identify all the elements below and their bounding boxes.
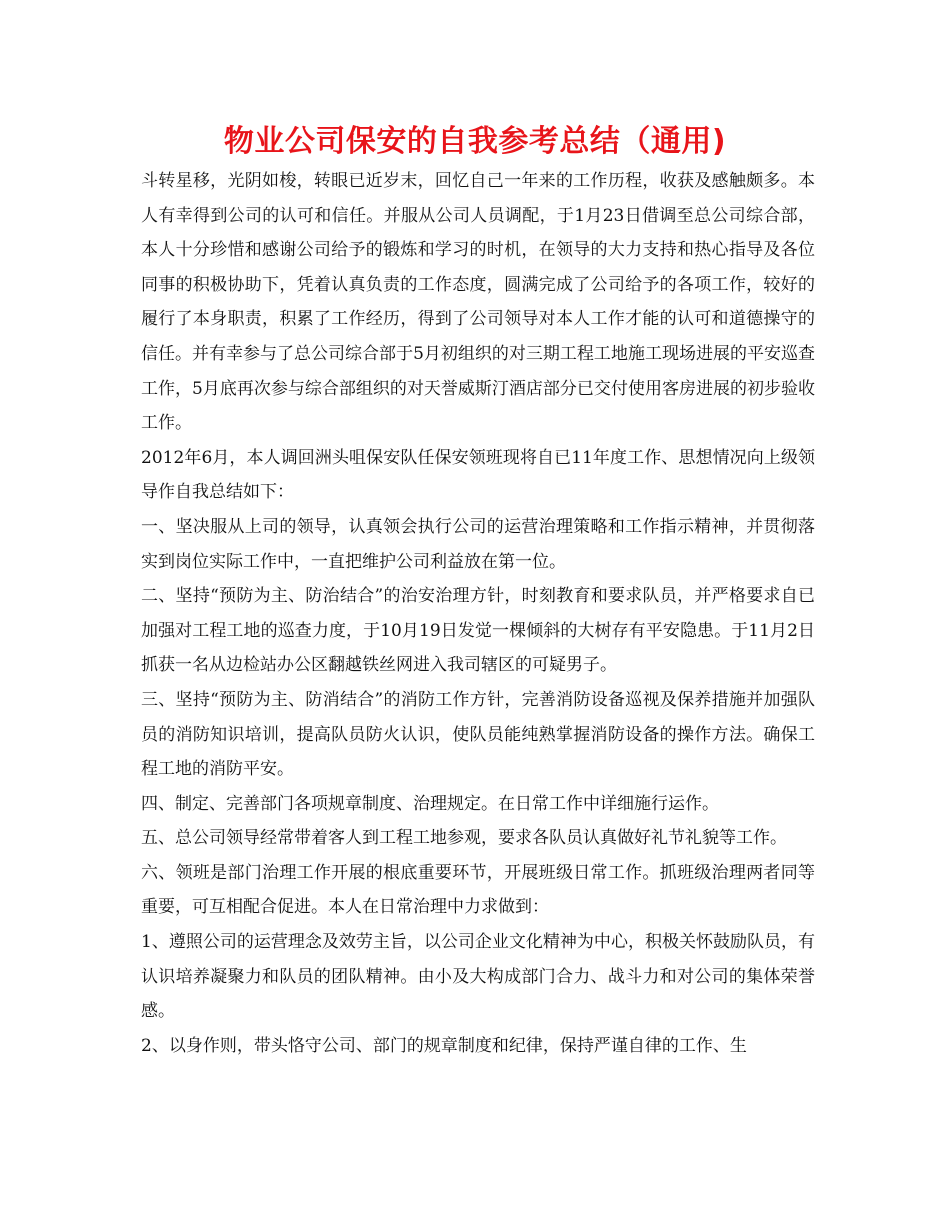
paragraph-subitem-2: 2、以身作则，带头恪守公司、部门的规章制度和纪律，保持严谨自律的工作、生 [141,1035,747,1056]
paragraph-item-4: 四、制定、完善部门各项规章制度、治理规定。在日常工作中详细施行运作。 [141,793,719,814]
paragraph-intro: 斗转星移，光阴如梭，转眼已近岁末，回忆自己一年来的工作历程，收获及感触颇多。本人有幸得到公司的认可和信任。并服从公司人员调配，于1月23日借调至总公司综合部，本人十分珍惜和感谢公司给予的锻炼和学习的时机，在领导的大力支持和热心指导及各位同事的积极协助下，凭着认真负责的工作态度，圆满完成了公司给予的各项工作，较好的履行了本身职责，积累了工作经历，得到了公司领导对本人工作才能的认可和道德操守的信任。并有幸参与了总公司综合部于5月初组织的对三期工程工地施工现场进展的平安巡查工作，5月底再次参与综合部组织的对天誉威斯汀酒店部分已交付使用客房进展的初步验收工作。 [141,171,815,434]
paragraph-item-2: 二、坚持“预防为主、防治结合”的治安治理方针，时刻教育和要求队员，并严格要求自已加强对工程工地的巡查力度，于10月19日发觉一棵倾斜的大树存有平安隐患。于11月2日抓获一名从边检站办公区翻越铁丝网进入我司辖区的可疑男子。 [141,586,815,676]
document-body [141,164,815,1063]
paragraph-item-1: 一、坚决服从上司的领导，认真领会执行公司的运营治理策略和工作指示精神，并贯彻落实到岗位实际工作中，一直把维护公司利益放在第一位。 [141,516,815,572]
paragraph-transfer: 2012年6月，本人调回洲头咀保安队任保安领班现将自已11年度工作、思想情况向上级领导作自我总结如下： [141,447,815,503]
paragraph-item-6: 六、领班是部门治理工作开展的根底重要环节，开展班级日常工作。抓班级治理两者同等重要，可互相配合促进。本人在日常治理中力求做到： [141,862,815,918]
paragraph-subitem-1: 1、遵照公司的运营理念及效劳主旨，以公司企业文化精神为中心，积极关怀鼓励队员，有认识培养凝聚力和队员的团队精神。由小及大构成部门合力、战斗力和对公司的集体荣誉感。 [141,932,815,1022]
paragraph-item-5: 五、总公司领导经常带着客人到工程工地参观，要求各队员认真做好礼节礼貌等工作。 [141,828,787,849]
document-title: 物业公司保安的自我参考总结（通用) [223,124,727,159]
paragraph-item-3: 三、坚持“预防为主、防消结合”的消防工作方针，完善消防设备巡视及保养措施并加强队员的消防知识培训，提高队员防火认识，使队员能纯熟掌握消防设备的操作方法。确保工程工地的消防平安。 [141,689,815,780]
